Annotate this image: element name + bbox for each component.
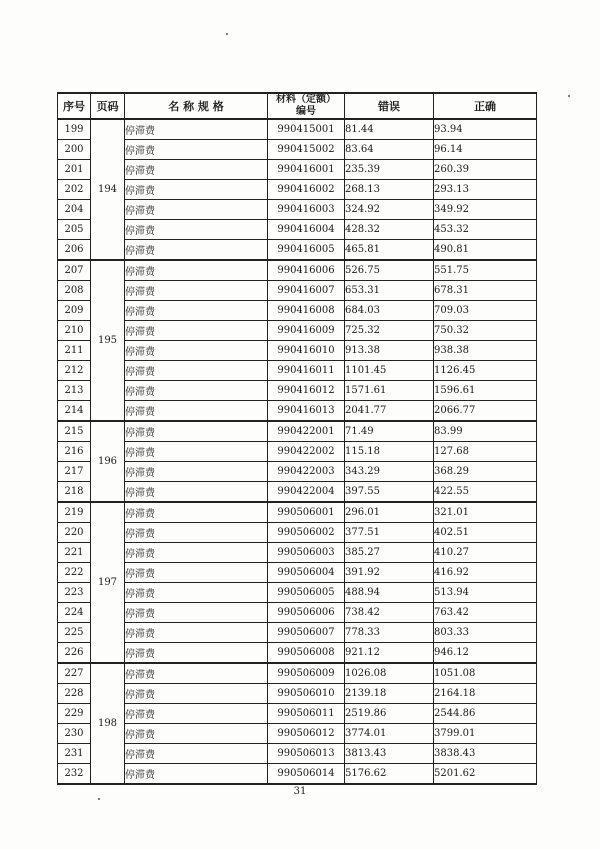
table-row [58, 401, 537, 422]
cell-name: 停滞费 [125, 482, 268, 503]
cell-seq: 224 [58, 603, 91, 623]
table-row [58, 744, 537, 764]
cell-code: 990416005 [268, 240, 345, 261]
table-row [58, 421, 537, 442]
cell-page: 196 [91, 421, 125, 502]
cell-name: 停滞费 [125, 240, 268, 261]
table-row [58, 603, 537, 623]
table-header [58, 93, 537, 119]
cell-wrong: 526.75 [345, 260, 434, 281]
table-row [58, 200, 537, 220]
table-row [58, 643, 537, 664]
cell-name: 停滞费 [125, 140, 268, 160]
cell-code: 990506011 [268, 704, 345, 724]
cell-name: 停滞费 [125, 301, 268, 321]
cell-seq: 205 [58, 220, 91, 240]
table-row [58, 724, 537, 744]
table-row [58, 321, 537, 341]
cell-code: 990416011 [268, 361, 345, 381]
cell-seq: 208 [58, 281, 91, 301]
cell-name: 停滞费 [125, 281, 268, 301]
table-row [58, 301, 537, 321]
cell-code: 990506002 [268, 523, 345, 543]
cell-seq: 206 [58, 240, 91, 261]
cell-name: 停滞费 [125, 160, 268, 180]
table-row [58, 341, 537, 361]
cell-right: 2164.18 [434, 684, 537, 704]
cell-code: 990506009 [268, 663, 345, 684]
table-row [58, 381, 537, 401]
cell-wrong: 81.44 [345, 119, 434, 140]
cell-seq: 217 [58, 462, 91, 482]
cell-code: 990416002 [268, 180, 345, 200]
cell-name: 停滞费 [125, 361, 268, 381]
cell-right: 3799.01 [434, 724, 537, 744]
cell-code: 990422004 [268, 482, 345, 503]
header-wrong: 错误 [345, 93, 434, 119]
cell-code: 990506013 [268, 744, 345, 764]
cell-wrong: 397.55 [345, 482, 434, 503]
cell-seq: 204 [58, 200, 91, 220]
cell-code: 990506012 [268, 724, 345, 744]
cell-right: 2544.86 [434, 704, 537, 724]
cell-right: 750.32 [434, 321, 537, 341]
cell-right: 260.39 [434, 160, 537, 180]
cell-wrong: 488.94 [345, 583, 434, 603]
table-row [58, 462, 537, 482]
cell-code: 990506001 [268, 502, 345, 523]
cell-wrong: 913.38 [345, 341, 434, 361]
cell-right: 321.01 [434, 502, 537, 523]
cell-seq: 214 [58, 401, 91, 422]
cell-right: 349.92 [434, 200, 537, 220]
table-row [58, 119, 537, 140]
table-row [58, 140, 537, 160]
cell-name: 停滞费 [125, 543, 268, 563]
cell-seq: 220 [58, 523, 91, 543]
cell-right: 410.27 [434, 543, 537, 563]
cell-code: 990422003 [268, 462, 345, 482]
table-row [58, 523, 537, 543]
cell-wrong: 5176.62 [345, 764, 434, 785]
cell-name: 停滞费 [125, 684, 268, 704]
cell-right: 93.94 [434, 119, 537, 140]
table-row [58, 160, 537, 180]
table-row [58, 563, 537, 583]
cell-right: 803.33 [434, 623, 537, 643]
cell-right: 3838.43 [434, 744, 537, 764]
table-row [58, 180, 537, 200]
cell-right: 709.03 [434, 301, 537, 321]
cell-code: 990506014 [268, 764, 345, 785]
cell-seq: 202 [58, 180, 91, 200]
cell-wrong: 268.13 [345, 180, 434, 200]
cell-wrong: 465.81 [345, 240, 434, 261]
cell-wrong: 428.32 [345, 220, 434, 240]
cell-name: 停滞费 [125, 502, 268, 523]
cell-right: 127.68 [434, 442, 537, 462]
cell-seq: 227 [58, 663, 91, 684]
cell-wrong: 738.42 [345, 603, 434, 623]
cell-code: 990422002 [268, 442, 345, 462]
header-row [58, 93, 537, 119]
cell-code: 990506007 [268, 623, 345, 643]
cell-name: 停滞费 [125, 180, 268, 200]
table-row [58, 482, 537, 503]
table-row [58, 502, 537, 523]
cell-page: 198 [91, 663, 125, 784]
cell-right: 453.32 [434, 220, 537, 240]
cell-name: 停滞费 [125, 119, 268, 140]
cell-code: 990416013 [268, 401, 345, 422]
cell-right: 763.42 [434, 603, 537, 623]
cell-wrong: 324.92 [345, 200, 434, 220]
cell-right: 96.14 [434, 140, 537, 160]
cell-wrong: 2139.18 [345, 684, 434, 704]
cell-seq: 228 [58, 684, 91, 704]
cell-seq: 199 [58, 119, 91, 140]
cell-wrong: 343.29 [345, 462, 434, 482]
cell-code: 990416001 [268, 160, 345, 180]
cell-wrong: 296.01 [345, 502, 434, 523]
scan-speck [226, 33, 228, 35]
cell-seq: 213 [58, 381, 91, 401]
scan-speck [98, 798, 100, 800]
cell-name: 停滞费 [125, 523, 268, 543]
cell-code: 990416009 [268, 321, 345, 341]
cell-wrong: 385.27 [345, 543, 434, 563]
cell-code: 990415002 [268, 140, 345, 160]
cell-code: 990416006 [268, 260, 345, 281]
cell-wrong: 3813.43 [345, 744, 434, 764]
header-right: 正确 [434, 93, 537, 119]
cell-right: 1051.08 [434, 663, 537, 684]
cell-code: 990416004 [268, 220, 345, 240]
cell-code: 990506004 [268, 563, 345, 583]
cell-code: 990415001 [268, 119, 345, 140]
table-row [58, 361, 537, 381]
cell-name: 停滞费 [125, 321, 268, 341]
cell-seq: 215 [58, 421, 91, 442]
cell-code: 990416008 [268, 301, 345, 321]
cell-name: 停滞费 [125, 220, 268, 240]
cell-wrong: 1571.61 [345, 381, 434, 401]
cell-seq: 231 [58, 744, 91, 764]
cell-wrong: 83.64 [345, 140, 434, 160]
cell-page: 195 [91, 260, 125, 421]
header-code-line2: 编号 [296, 106, 316, 117]
cell-wrong: 1101.45 [345, 361, 434, 381]
cell-page: 194 [91, 119, 125, 260]
cell-seq: 226 [58, 643, 91, 664]
cell-seq: 200 [58, 140, 91, 160]
cell-right: 5201.62 [434, 764, 537, 785]
cell-name: 停滞费 [125, 764, 268, 785]
table-row [58, 220, 537, 240]
cell-right: 416.92 [434, 563, 537, 583]
cell-right: 293.13 [434, 180, 537, 200]
cell-wrong: 377.51 [345, 523, 434, 543]
header-seq: 序号 [58, 93, 91, 119]
cell-right: 368.29 [434, 462, 537, 482]
cell-seq: 207 [58, 260, 91, 281]
cell-seq: 210 [58, 321, 91, 341]
cell-seq: 230 [58, 724, 91, 744]
cell-name: 停滞费 [125, 341, 268, 361]
cell-code: 990506005 [268, 583, 345, 603]
cell-right: 513.94 [434, 583, 537, 603]
cell-name: 停滞费 [125, 744, 268, 764]
cell-code: 990416003 [268, 200, 345, 220]
cell-seq: 229 [58, 704, 91, 724]
cell-wrong: 778.33 [345, 623, 434, 643]
page-number: 31 [293, 786, 307, 797]
table-row [58, 684, 537, 704]
cell-code: 990506008 [268, 643, 345, 664]
table-row [58, 704, 537, 724]
cell-right: 83.99 [434, 421, 537, 442]
cell-right: 946.12 [434, 643, 537, 664]
table-row [58, 764, 537, 785]
cell-seq: 223 [58, 583, 91, 603]
table-row [58, 663, 537, 684]
cell-name: 停滞费 [125, 442, 268, 462]
table-row [58, 583, 537, 603]
cell-name: 停滞费 [125, 623, 268, 643]
cell-name: 停滞费 [125, 401, 268, 422]
cell-wrong: 3774.01 [345, 724, 434, 744]
cell-wrong: 115.18 [345, 442, 434, 462]
cell-wrong: 235.39 [345, 160, 434, 180]
cell-name: 停滞费 [125, 643, 268, 664]
cell-name: 停滞费 [125, 583, 268, 603]
cell-seq: 222 [58, 563, 91, 583]
header-name: 名 称 规 格 [125, 93, 268, 119]
cell-seq: 212 [58, 361, 91, 381]
cell-right: 551.75 [434, 260, 537, 281]
table-body [58, 119, 537, 784]
cell-seq: 216 [58, 442, 91, 462]
cell-right: 2066.77 [434, 401, 537, 422]
header-page: 页码 [91, 93, 125, 119]
cell-name: 停滞费 [125, 603, 268, 623]
cell-seq: 232 [58, 764, 91, 785]
cell-seq: 221 [58, 543, 91, 563]
cell-seq: 225 [58, 623, 91, 643]
cell-name: 停滞费 [125, 200, 268, 220]
cell-wrong: 684.03 [345, 301, 434, 321]
cell-right: 1596.61 [434, 381, 537, 401]
cell-code: 990416010 [268, 341, 345, 361]
cell-wrong: 921.12 [345, 643, 434, 664]
cell-right: 422.55 [434, 482, 537, 503]
cell-seq: 211 [58, 341, 91, 361]
cell-right: 938.38 [434, 341, 537, 361]
cell-seq: 219 [58, 502, 91, 523]
cell-seq: 209 [58, 301, 91, 321]
cell-name: 停滞费 [125, 563, 268, 583]
header-code-line1: 材料（定额） [276, 94, 336, 105]
table-row [58, 260, 537, 281]
scan-speck [568, 95, 570, 97]
cell-name: 停滞费 [125, 381, 268, 401]
cell-name: 停滞费 [125, 724, 268, 744]
cell-wrong: 71.49 [345, 421, 434, 442]
cell-code: 990506010 [268, 684, 345, 704]
header-code [268, 93, 345, 119]
table-row [58, 543, 537, 563]
cell-wrong: 2519.86 [345, 704, 434, 724]
cell-name: 停滞费 [125, 421, 268, 442]
table-row [58, 623, 537, 643]
cell-right: 402.51 [434, 523, 537, 543]
cell-right: 490.81 [434, 240, 537, 261]
cell-code: 990416012 [268, 381, 345, 401]
table-row [58, 442, 537, 462]
cell-wrong: 391.92 [345, 563, 434, 583]
cell-wrong: 1026.08 [345, 663, 434, 684]
cell-right: 678.31 [434, 281, 537, 301]
table-row [58, 281, 537, 301]
cell-seq: 218 [58, 482, 91, 503]
cell-name: 停滞费 [125, 663, 268, 684]
cell-wrong: 653.31 [345, 281, 434, 301]
cell-wrong: 2041.77 [345, 401, 434, 422]
cell-name: 停滞费 [125, 462, 268, 482]
errata-table [57, 92, 537, 785]
cell-page: 197 [91, 502, 125, 663]
cell-code: 990422001 [268, 421, 345, 442]
cell-name: 停滞费 [125, 260, 268, 281]
cell-right: 1126.45 [434, 361, 537, 381]
cell-wrong: 725.32 [345, 321, 434, 341]
cell-code: 990416007 [268, 281, 345, 301]
cell-seq: 201 [58, 160, 91, 180]
cell-code: 990506003 [268, 543, 345, 563]
cell-code: 990506006 [268, 603, 345, 623]
table-row [58, 240, 537, 261]
cell-name: 停滞费 [125, 704, 268, 724]
